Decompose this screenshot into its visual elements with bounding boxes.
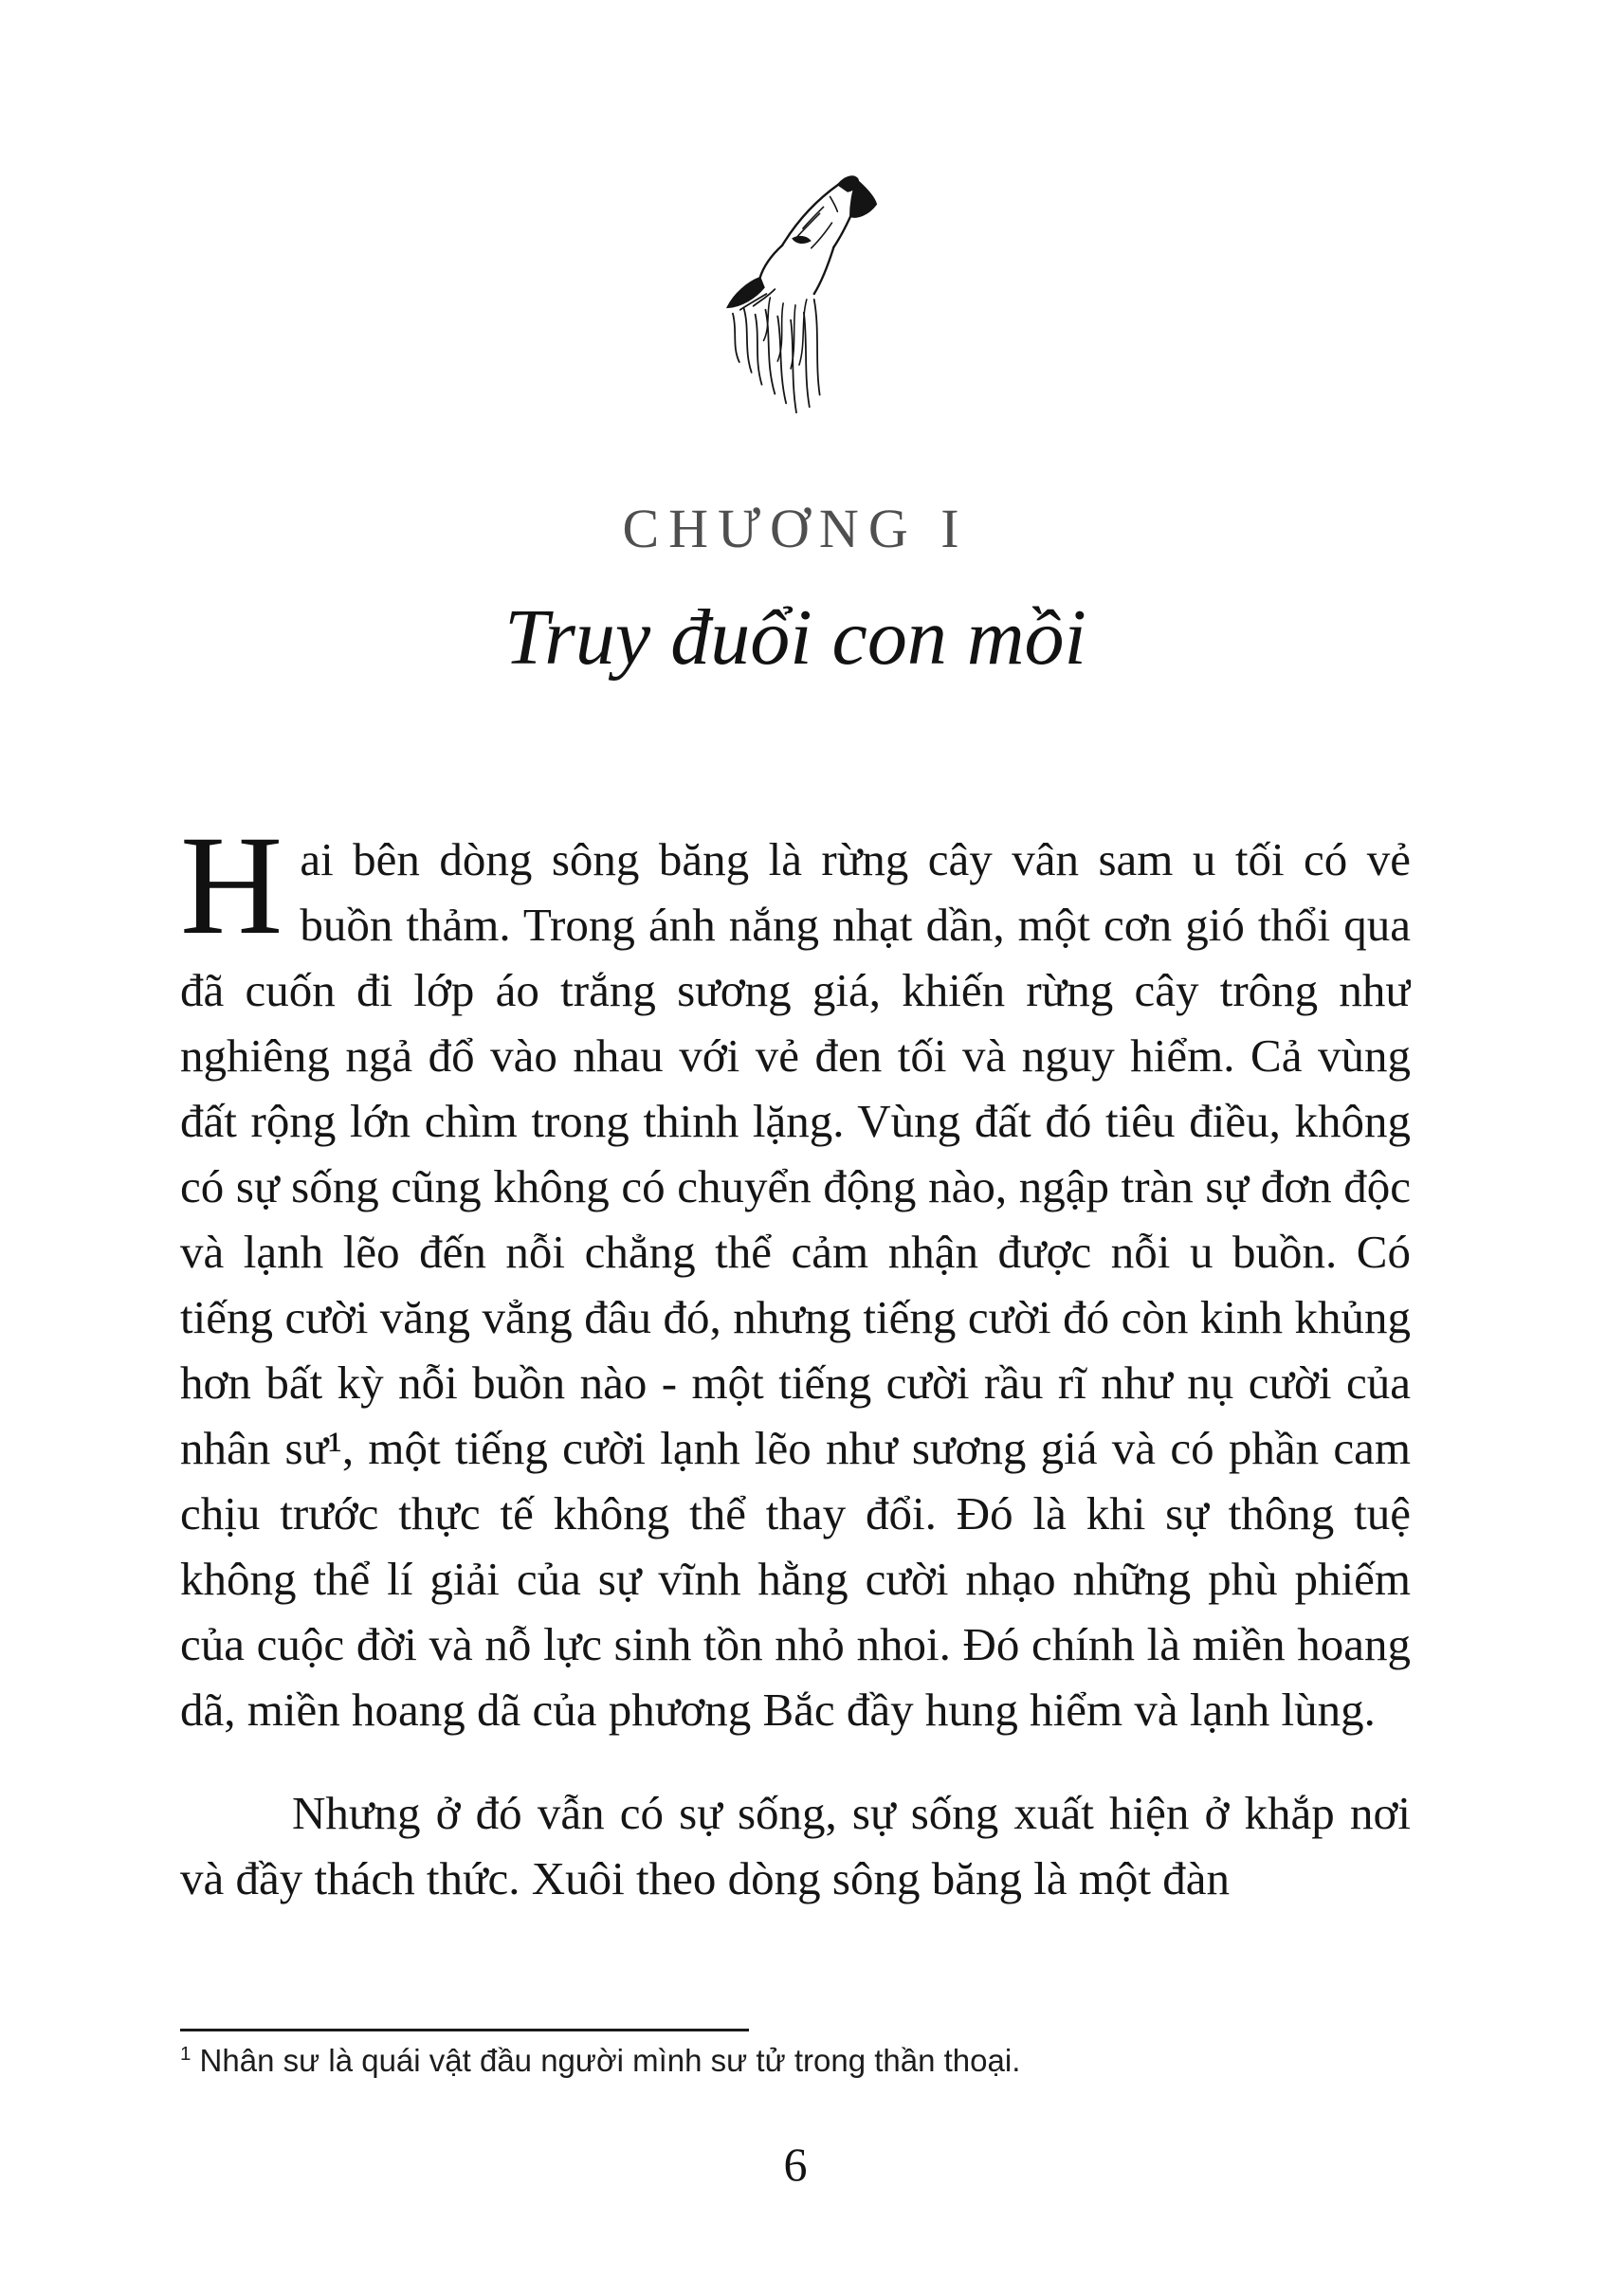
chapter-title: Truy đuổi con mồi	[504, 593, 1086, 682]
paragraph	[180, 827, 1411, 1742]
paragraph-text: ai bên dòng sông băng là rừng cây vân sam u tối có vẻ buồn thảm. Trong ánh nắng nhạt dần, một cơn gió thổi qua đã cuốn đi lớp áo trắng sương giá, khiến rừng cây trông như nghiêng ngả đổ vào nhau với vẻ đen tối và nguy hiểm. Cả vùng đất rộng lớn chìm trong thinh lặng. Vùng đất đó tiêu điều, không có sự sống cũng không có chuyển động nào, ngập tràn sự đơn độc và lạnh lẽo đến nỗi chẳng thể cảm nhận được nỗi u buồn. Có tiếng cười văng vẳng đâu đó, nhưng tiếng cười đó còn kinh khủng hơn bất kỳ nỗi buồn nào - một tiếng cười rầu rĩ như nụ cười của nhân sư¹, một tiếng cười lạnh lẽo như sương giá và có phần cam chịu trước thực tế không thể thay đổi. Đó là khi sự thông tuệ không thể lí giải của sự vĩnh hằng cười nhạo những phù phiếm của cuộc đời và nỗ lực sinh tồn nhỏ nhoi. Đó chính là miền hoang dã, miền hoang dã của phương Bắc đầy hung hiểm và lạnh lùng.	[180, 833, 1411, 1736]
chapter-label: CHƯƠNG I	[622, 498, 969, 559]
footnote-marker: 1	[180, 2043, 192, 2065]
footnote-rule	[180, 2029, 749, 2031]
howling-wolf-icon	[666, 159, 924, 430]
footnote-text: Nhân sư là quái vật đầu người mình sư tử trong thần thoại.	[199, 2043, 1021, 2078]
drop-cap: H	[180, 827, 283, 964]
footnote	[180, 2041, 1411, 2081]
paragraph-text: Nhưng ở đó vẫn có sự sống, sự sống xuất hiện ở khắp nơi và đầy thách thức. Xuôi theo dòng sông băng là một đàn	[180, 1787, 1411, 1904]
illustration-container	[180, 159, 1411, 430]
body-text	[180, 827, 1411, 2019]
page-number: 6	[783, 2138, 808, 2191]
paragraph	[180, 1780, 1411, 1911]
footnote-area	[180, 2029, 1411, 2081]
